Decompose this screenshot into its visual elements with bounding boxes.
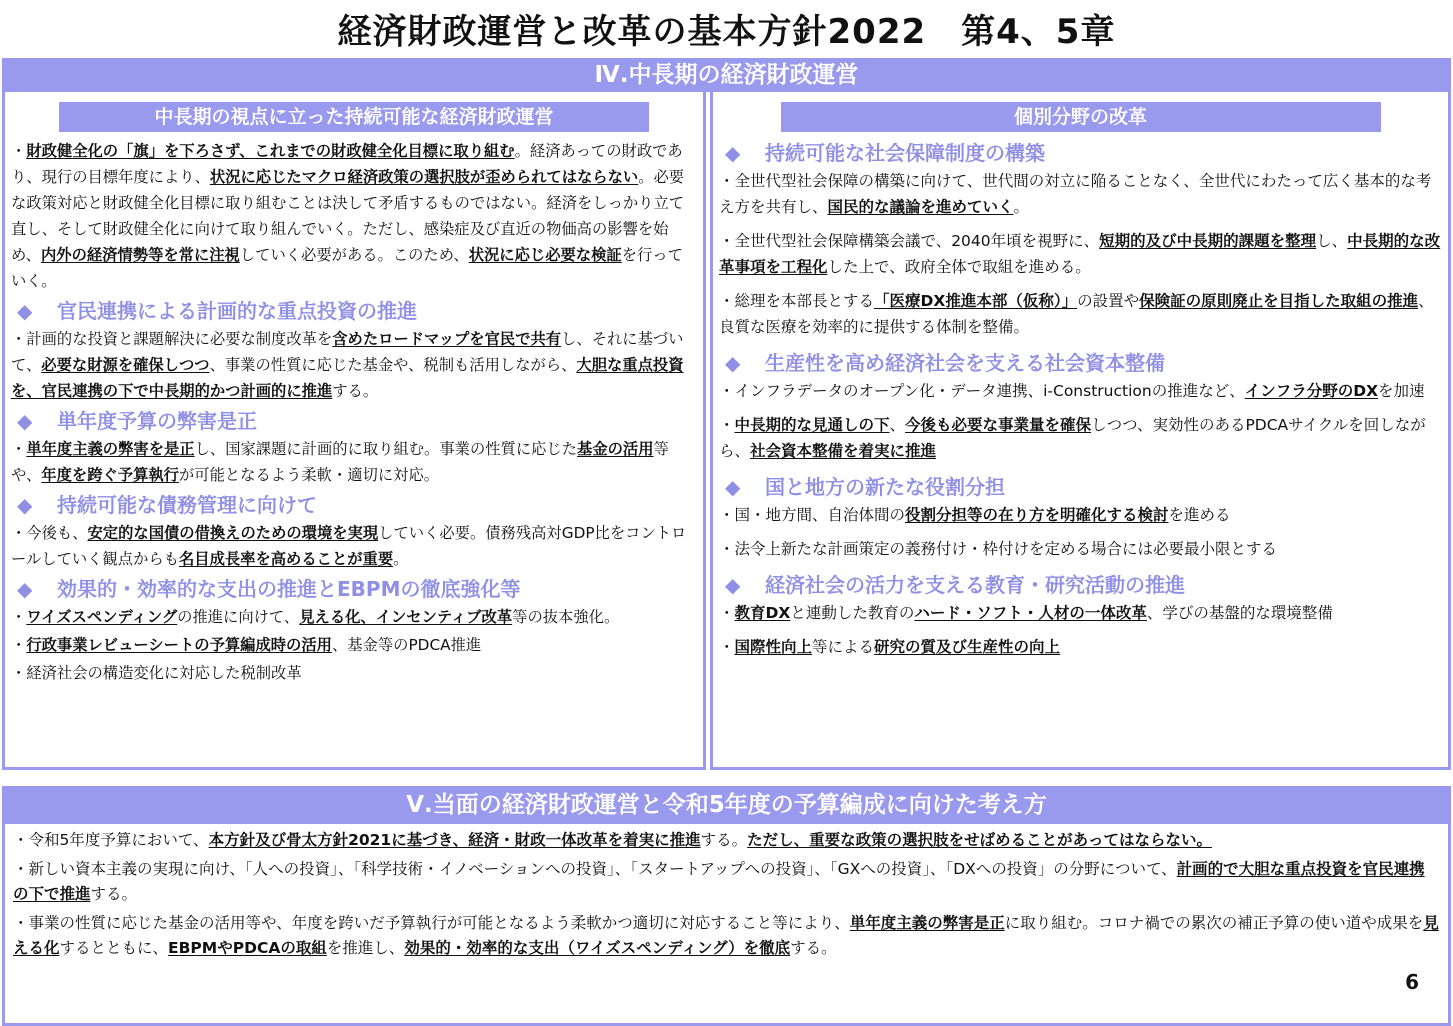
section5-heading: Ⅴ.当面の経済財政運営と令和5年度の予算編成に向けた考え方 [2, 786, 1451, 824]
text-run: していく必要がある。このため、 [239, 246, 469, 264]
emphasis-text: 単年度主義の弊害を是正 [26, 440, 195, 458]
bullet-text [11, 632, 697, 658]
text-run: ・ [11, 142, 27, 160]
topic-heading [11, 490, 697, 520]
text-run: 。経済あっての財政であり、現行の目標年度により、 [11, 142, 683, 186]
emphasis-text: ワイズスペンディング [26, 608, 178, 626]
emphasis-text: 中長期的な改革事項を工程化 [719, 232, 1441, 276]
emphasis-text: 状況に応じ必要な検証 [468, 246, 622, 264]
topic-heading [719, 472, 1442, 502]
emphasis-text: 保険証の原則廃止を目指した取組の推進 [1139, 292, 1419, 310]
emphasis-text: 財政健全化の「旗」を下ろさず、これまでの財政健全化目標に取り組む [26, 142, 515, 160]
bullet-text [13, 828, 1440, 853]
text-run: 、事業の性質に応じた基金や、税制も活用しながら、 [209, 356, 577, 374]
emphasis-text: 見える化、インセンティブ改革 [299, 608, 513, 626]
topic-heading [11, 296, 697, 326]
emphasis-text: 単年度主義の弊害是正 [849, 914, 1005, 932]
bullet-text [719, 378, 1442, 404]
topic-heading-text: 官民連携による計画的な重点投資の推進 [57, 299, 417, 323]
bullet-text [719, 288, 1442, 340]
emphasis-text: 役割分担等の在り方を明確化する検討 [905, 506, 1169, 524]
topic-heading [11, 574, 697, 604]
emphasis-text: インフラ分野のDX [1244, 382, 1379, 400]
emphasis-text: 国際性向上 [734, 638, 813, 656]
text-run: するとともに、 [59, 939, 169, 957]
emphasis-text: 含めたロードマップを官民で共有 [332, 330, 562, 348]
text-run: の設置や [1077, 292, 1140, 310]
emphasis-text: 基金の活用 [577, 440, 654, 458]
text-run: ・新しい資本主義の実現に向け、「人への投資」、「科学技術・イノベーションへの投資」、「スタートアップへの投資」、「GXへの投資」、「DXへの投資」の分野について、 [13, 860, 1177, 878]
bullet-text [719, 412, 1442, 464]
emphasis-text: ただし、重要な政策の選択肢をせばめることがあってはならない。 [747, 831, 1212, 849]
text-run: を行っていく。 [11, 246, 683, 290]
emphasis-text: 短期的及び中長期的課題を整理 [1099, 232, 1317, 250]
section4-heading: Ⅳ.中長期の経済財政運営 [2, 58, 1451, 92]
emphasis-text: 状況に応じたマクロ経済政策の選択肢が歪められてはならない [209, 168, 639, 186]
emphasis-text: 中長期的な見通しの下 [734, 416, 890, 434]
topic-heading [719, 570, 1442, 600]
emphasis-text: 見える化 [13, 914, 1439, 957]
topic-heading-text: 効果的・効率的な支出の推進とEBPMの徹底強化等 [57, 577, 521, 601]
text-run: 。 [1013, 198, 1030, 216]
emphasis-text: 社会資本整備を着実に推進 [750, 442, 937, 460]
text-run: ・総理を本部長とする [719, 292, 875, 310]
right-subhead: 個別分野の改革 [781, 102, 1381, 132]
text-run: する。 [790, 939, 837, 957]
text-run: 。必要な政策対応と財政健全化目標に取り組むことは決して矛盾するものではない。経済をしっかり立て直し、そして財政健全化に向けて取り組んでいく。ただし、感染症及び直近の物価高の影響を始め、 [11, 168, 685, 264]
text-run: する。 [700, 831, 748, 849]
text-run: に取り組む。コロナ禍での累次の補正予算の使い道や成果を [1004, 914, 1424, 932]
emphasis-text: EBPMやPDCAの取組 [168, 939, 327, 957]
text-run: 等による [812, 638, 875, 656]
emphasis-text: 教育DX [734, 604, 791, 622]
bullet-text [719, 228, 1442, 280]
emphasis-text: 国民的な議論を進めていく [827, 198, 1014, 216]
text-run: ・ [719, 416, 735, 434]
topic-heading-text: 生産性を高め経済社会を支える社会資本整備 [765, 351, 1165, 375]
text-run: しつつ、実効性のあるPDCAサイクルを回しながら、 [719, 416, 1426, 460]
emphasis-text: 本方針及び骨太方針2021に基づき、経済・財政一体改革を着実に推進 [208, 831, 701, 849]
text-run: ・法令上新たな計画策定の義務付け・枠付けを定める場合には必要最小限とする [719, 540, 1278, 558]
text-run: 、基金等のPDCA推進 [331, 636, 482, 654]
topic-heading [719, 348, 1442, 378]
left-panel [2, 92, 706, 770]
bullet-text [11, 326, 697, 404]
page-title: 経済財政運営と改革の基本方針2022 第4、5章 [337, 12, 1116, 52]
emphasis-text: 行政事業レビューシートの予算編成時の活用 [26, 636, 332, 654]
text-run: を推進し、 [326, 939, 405, 957]
emphasis-text: 年度を跨ぐ予算執行 [41, 466, 179, 484]
diamond-icon: ◆ [725, 573, 741, 597]
emphasis-text: 名目成長率を高めることが重要 [178, 550, 394, 568]
text-run: 等の抜本強化。 [512, 608, 620, 626]
text-run: ・ [719, 638, 735, 656]
emphasis-text: 効果的・効率的な支出（ワイズスペンディング）を徹底 [404, 939, 791, 957]
text-run: ・計画的な投資と課題解決に必要な制度改革を [11, 330, 333, 348]
topic-heading-text: 持続可能な社会保障制度の構築 [765, 141, 1045, 165]
diamond-icon: ◆ [725, 351, 741, 375]
page-number: 6 [1405, 970, 1419, 994]
text-run: ・ [11, 608, 27, 626]
text-run: ・経済社会の構造変化に対応した税制改革 [11, 664, 302, 682]
emphasis-text: 今後も必要な事業量を確保 [905, 416, 1092, 434]
right-panel [710, 92, 1451, 770]
emphasis-text: 大胆な重点投資を、官民連携の下で中長期的かつ計画的に推進 [11, 356, 684, 400]
topic-heading-text: 単年度予算の弊害是正 [57, 409, 257, 433]
text-run: ・インフラデータのオープン化・データ連携、i-Constructionの推進など、 [719, 382, 1245, 400]
text-run: し、 [1316, 232, 1348, 250]
bullet-text [11, 660, 697, 686]
text-run: を加速 [1378, 382, 1425, 400]
text-run: 等や、 [11, 440, 669, 484]
text-run: ・事業の性質に応じた基金の活用等や、年度を跨いだ予算執行が可能となるよう柔軟かつ適切に対応すること等により、 [13, 914, 850, 932]
emphasis-text: 内外の経済情勢等を常に注視 [40, 246, 240, 264]
text-run: ・今後も、 [11, 524, 88, 542]
bullet-text [13, 857, 1440, 907]
right-content [713, 138, 1448, 660]
text-run: し、それに基づいて、 [11, 330, 684, 374]
emphasis-text: 研究の質及び生産性の向上 [874, 638, 1061, 656]
bullet-text [13, 911, 1440, 961]
text-run: する。 [332, 382, 379, 400]
topic-heading [11, 406, 697, 436]
bullet-text [719, 634, 1442, 660]
bullet-text [719, 600, 1442, 626]
text-run: し、国家課題に計画的に取り組む。事業の性質に応じた [194, 440, 578, 458]
text-run: 、良質な医療を効率的に提供する体制を整備。 [719, 292, 1434, 336]
emphasis-text: 必要な財源を確保しつつ [41, 356, 210, 374]
text-run: の推進に向けて、 [177, 608, 300, 626]
diamond-icon: ◆ [17, 577, 33, 601]
diamond-icon: ◆ [725, 475, 741, 499]
topic-heading-text: 国と地方の新たな役割分担 [765, 475, 1005, 499]
text-run: ・全世代型社会保障構築会議で、2040年頃を視野に、 [719, 232, 1100, 250]
emphasis-text: ハード・ソフト・人材の一体改革 [914, 604, 1147, 622]
topic-heading [719, 138, 1442, 168]
diamond-icon: ◆ [17, 493, 33, 517]
text-run: ・ [11, 440, 27, 458]
text-run: ・ [719, 604, 735, 622]
text-run: する。 [90, 885, 138, 903]
emphasis-text: 計画的で大胆な重点投資を官民連携の下で推進 [13, 860, 1425, 903]
diamond-icon: ◆ [725, 141, 741, 165]
text-run: ・国・地方間、自治体間の [719, 506, 906, 524]
emphasis-text: 安定的な国債の借換えのための環境を実現 [87, 524, 379, 542]
bullet-text [11, 138, 697, 294]
bullet-text [11, 520, 697, 572]
text-run: と連動した教育の [790, 604, 915, 622]
text-run: を進める [1168, 506, 1231, 524]
text-run: 、 [889, 416, 906, 434]
text-run: 、学びの基盤的な環境整備 [1146, 604, 1333, 622]
text-run: 。 [393, 550, 409, 568]
left-subhead: 中長期の視点に立った持続可能な経済財政運営 [59, 102, 649, 132]
bullet-text [11, 436, 697, 488]
topic-heading-text: 経済社会の活力を支える教育・研究活動の推進 [765, 573, 1185, 597]
section5-panel [2, 824, 1451, 1026]
bullet-text [11, 604, 697, 630]
text-run: ・全世代型社会保障の構築に向けて、世代間の対立に陥ることなく、全世代にわたって広く基本的な考え方を共有し、 [719, 172, 1432, 216]
text-run: した上で、政府全体で取組を進める。 [827, 258, 1091, 276]
left-content [5, 138, 703, 686]
text-run: が可能となるよう柔軟・適切に対応。 [178, 466, 440, 484]
diamond-icon: ◆ [17, 299, 33, 323]
text-run: ・ [11, 636, 27, 654]
bullet-text [719, 536, 1442, 562]
text-run: していく必要。債務残高対GDP比をコントロールしていく観点からも [11, 524, 687, 568]
emphasis-text: 「医療DX推進本部（仮称）」 [874, 292, 1078, 310]
topic-heading-text: 持続可能な債務管理に向けて [57, 493, 317, 517]
bullet-text [719, 502, 1442, 528]
diamond-icon: ◆ [17, 409, 33, 433]
bullet-text [719, 168, 1442, 220]
text-run: ・令和5年度予算において、 [13, 831, 209, 849]
